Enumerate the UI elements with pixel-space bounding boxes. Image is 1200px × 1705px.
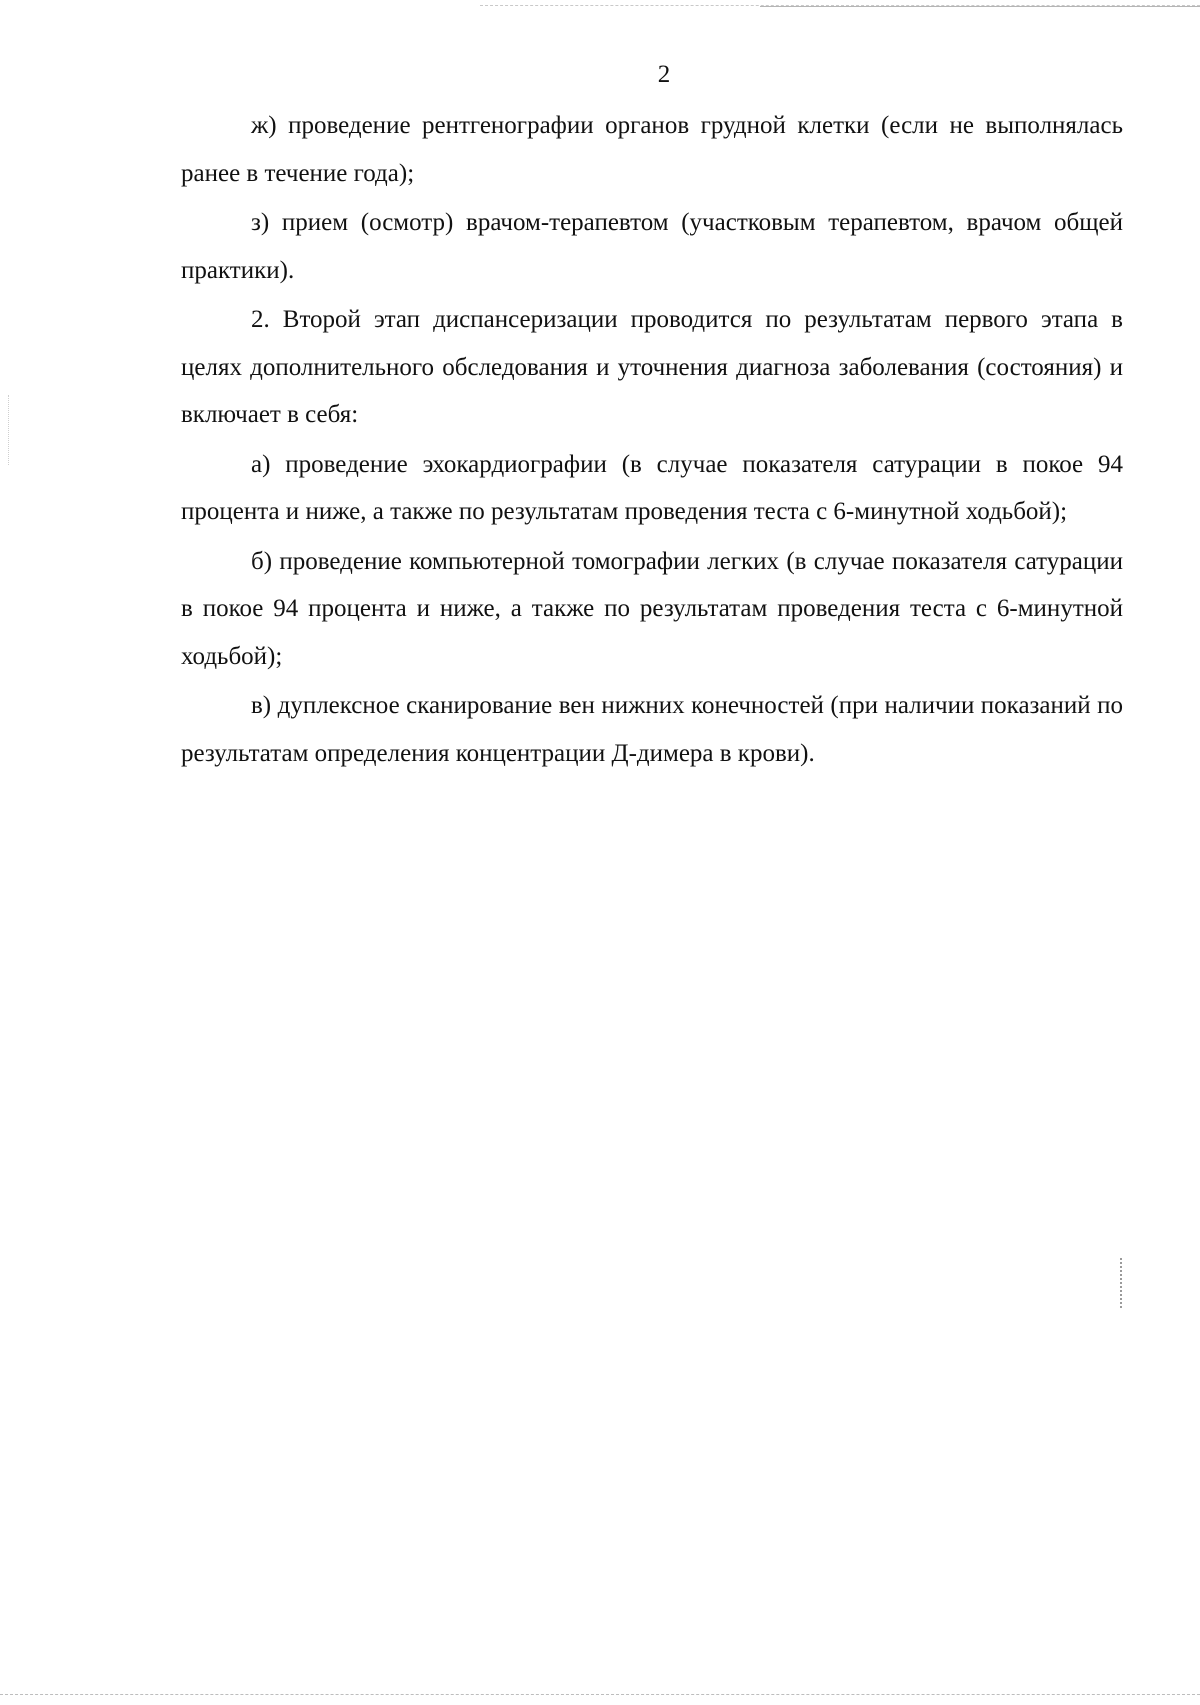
scan-artifact-left-dots — [8, 395, 10, 465]
paragraph-item-z: з) прием (осмотр) врачом-терапевтом (участковым терапевтом, врачом общей практики). — [181, 209, 1123, 284]
paragraph-item-b: б) проведение компьютерной томографии легких (в случае показателя сатурации в покое 94 процента и ниже, а также по результатам проведения теста с 6-минутной ходьбой); — [181, 547, 1123, 670]
scan-artifact-bottom-line — [0, 1694, 1200, 1695]
paragraph-item-v: в) дуплексное сканирование вен нижних конечностей (при наличии показаний по результатам определения концентрации Д-димера в крови). — [181, 692, 1123, 767]
scan-artifact-right-dots — [1120, 1258, 1124, 1308]
paragraph-item-zh: ж) проведение рентгенографии органов грудной клетки (если не выполнялась ранее в течение года); — [181, 112, 1123, 187]
scan-artifact-top-line-2 — [760, 6, 1200, 7]
paragraph-second-stage: 2. Второй этап диспансеризации проводится по результатам первого этапа в целях дополнительного обследования и уточнения диагноза заболевания (состояния) и включает в себя: — [181, 306, 1123, 428]
paragraph-item-a: а) проведение эхокардиографии (в случае показателя сатурации в покое 94 процента и ниже, а также по результатам проведения теста с 6-минутной ходьбой); — [181, 450, 1123, 525]
document-body — [181, 102, 1123, 779]
page-number: 2 — [657, 61, 671, 88]
